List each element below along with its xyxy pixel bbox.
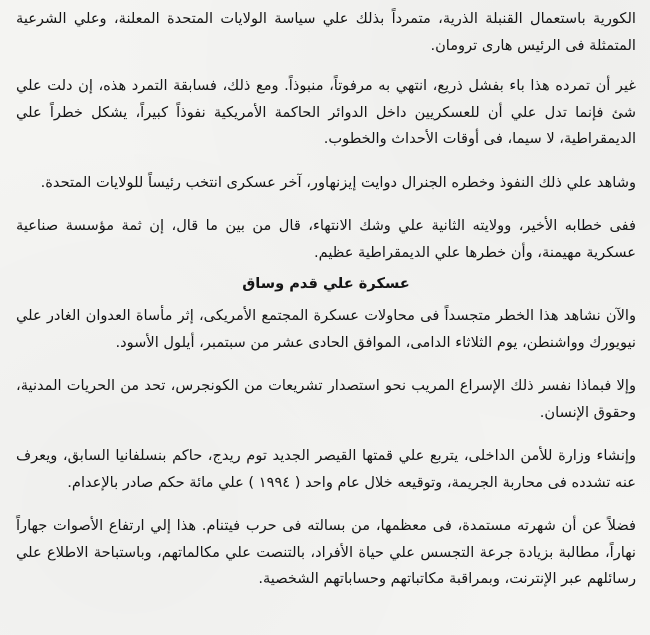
paragraph-3: وشاهد علي ذلك النفوذ وخطره الجنرال دوايت إيزنهاور، آخر عسكرى انتخب رئيساً للولايات المتحدة. (40, 173, 636, 191)
paragraph-1: الكورية باستعمال القنبلة الذرية، متمرداً بذلك علي سياسة الولايات المتحدة المعلنة، وعلي الشرعية المتمثلة فى الرئيس هارى ترومان. (16, 10, 636, 54)
paragraph-5: والآن نشاهد هذا الخطر متجسداً فى محاولات عسكرة المجتمع الأمريكى، إثر مأساة العدوان الغادر علي نيويورك وواشنطن، يوم الثلاثاء الدامى، الموافق الحادى عشر من سبتمبر، أيلول الأسود. (16, 307, 636, 351)
paragraph-4: ففى خطابه الأخير، وولايته الثانية علي وشك الانتهاء، قال من بين ما قال، إن ثمة مؤسسة صناعية عسكرية مهيمنة، وأن خطرها علي الديمقراطية عظيم. (16, 217, 636, 261)
paragraph-6: وإلا فبماذا نفسر ذلك الإسراع المريب نحو استصدار تشريعات من الكونجرس، تحد من الحريات المدنية، وحقوق الإنسان. (16, 377, 636, 421)
section-heading: عسكرة علي قدم وساق (242, 275, 410, 292)
paragraph-2: غير أن تمرده هذا باء بفشل ذريع، انتهي به مرفوتاً، منبوذاً. ومع ذلك، فسابقة التمرد هذه، إن دلت علي شئ فإنما تدل علي أن للعسكريين داخل الدوائر الحاكمة الأمريكية نفوذاً كبيراً، يشكل خطراً علي الديمقراطية، لا سيما، فى أوقات الأحداث والخطوب. (16, 77, 636, 147)
paragraph-8: فضلاً عن أن شهرته مستمدة، فى معظمها، من بسالته فى حرب فيتنام. هذا إلي ارتفاع الأصوات جهاراً نهاراً، مطالبة بزيادة جرعة التجسس علي حياة الأفراد، بالتنصت علي مكالماتهم، وباستباحة الاطلاع علي رسائلهم عبر الإنترنت، وبمراقبة مكاتباتهم وحساباتهم الشخصية. (16, 517, 636, 587)
paragraph-7: وإنشاء وزارة للأمن الداخلى، يتربع علي قمتها القيصر الجديد توم ريدج، حاكم بنسلفانيا السابق، ويعرف عنه تشدده فى محاربة الجريمة، وتوقيعه خلال عام واحد ( ١٩٩٤ ) علي مائة حكم صادر بالإعدام. (16, 447, 636, 491)
